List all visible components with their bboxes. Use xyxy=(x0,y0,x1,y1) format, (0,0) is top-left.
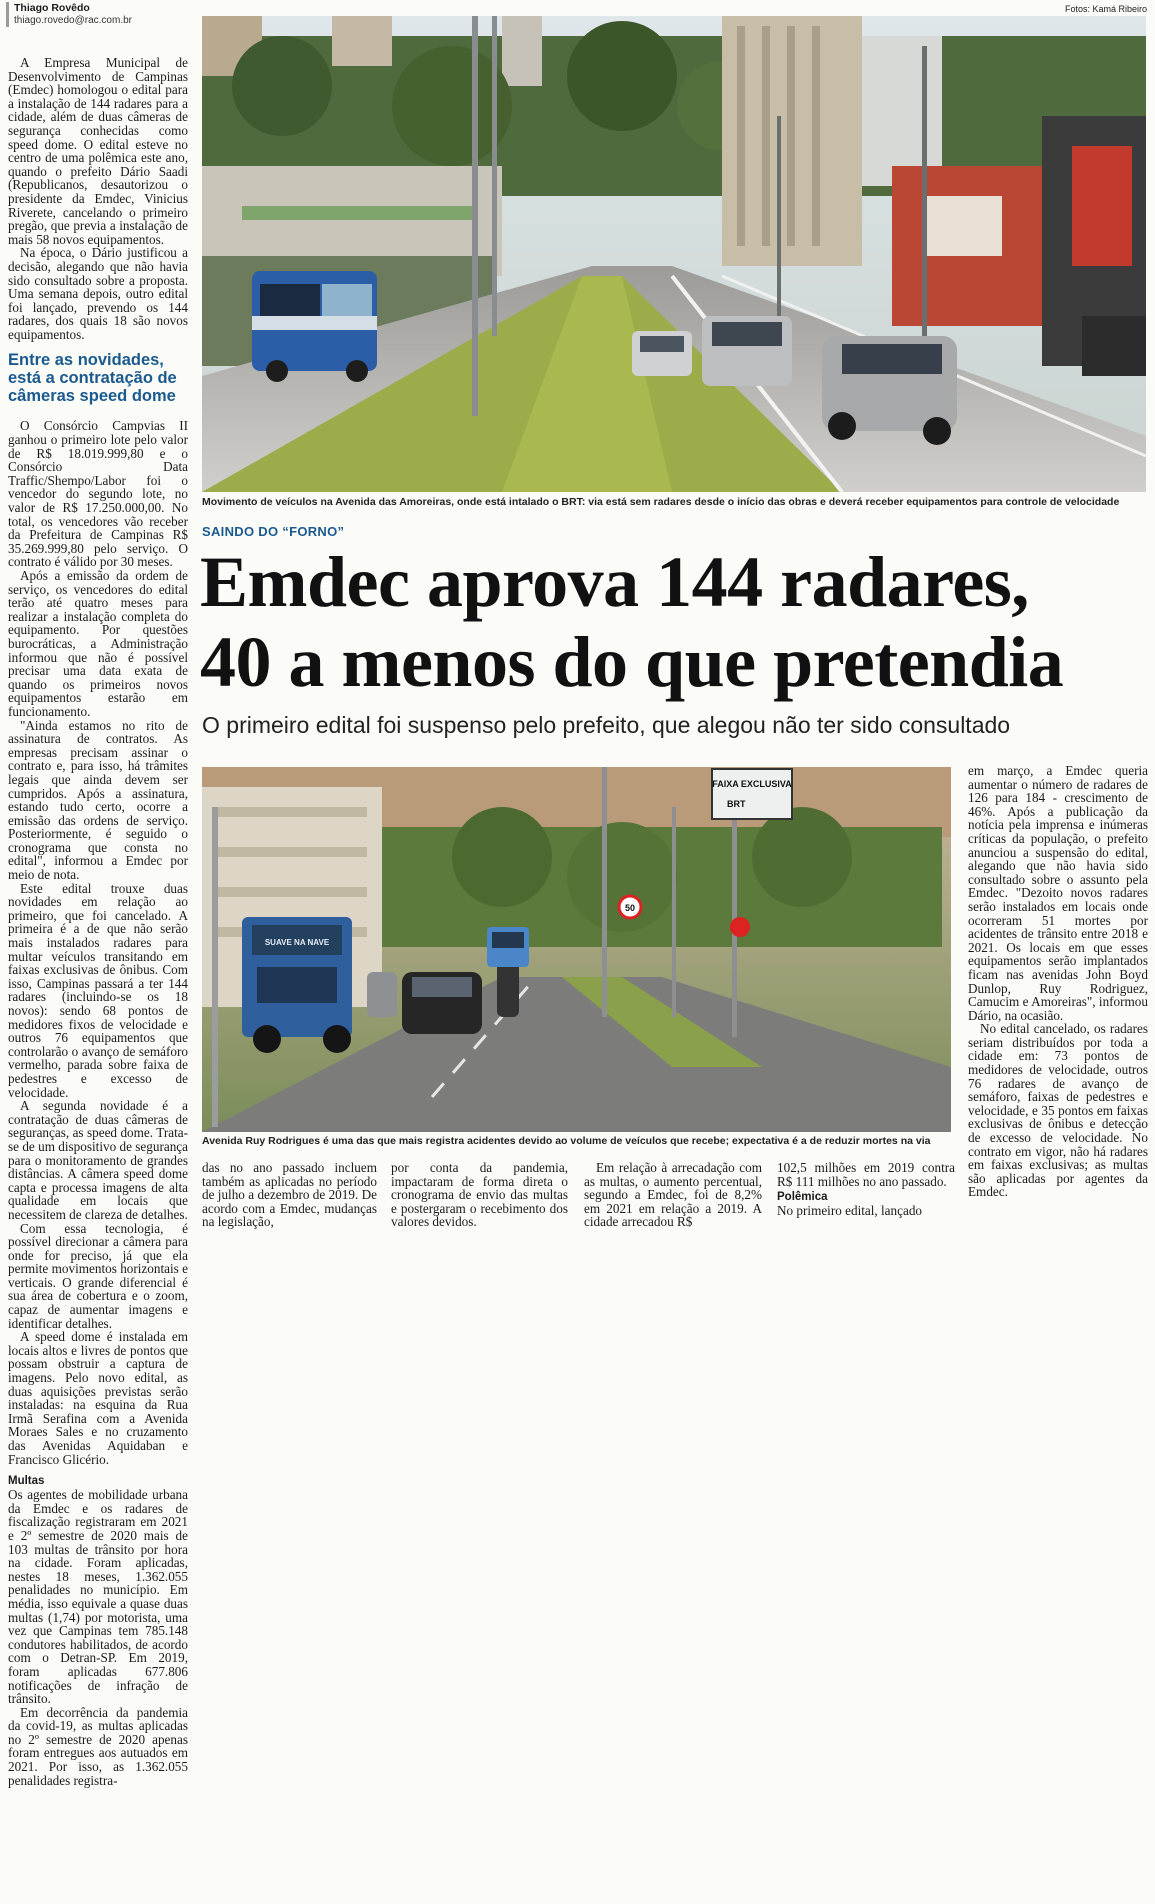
paragraph: Os agentes de mobilidade urbana da Emdec e os radares de fiscalização registraram em 2021 e 2º semestre de 2020 mais de 103 multas de trânsito por hora na cidade. Foram aplicadas, nestes 18 meses, 1.362.055 penalidades no município. Em média, isso equivale a quase duas multas (1,74) por motorista, uma vez que Campinas tem 785.148 condutores habilitados, de acordo com o Detran-SP. Em 2019, foram aplicadas 677.806 notificações de infração de trânsito. xyxy=(8,1487,188,1707)
paragraph: O Consórcio Campvias II ganhou o primeiro lote pelo valor de R$ 18.019.999,80 e o Consórcio Data Traffic/Shempo/Labor foi o vencedor do segundo lote, no valor de R$ 17.250.000,00. No total, os vencedores vão receber da Prefeitura de Campinas R$ 35.269.999,80 pelo serviço. O contrato é válido por 30 meses. xyxy=(8,418,188,570)
photo-avenida-ruy-rodrigues xyxy=(202,767,951,1132)
paragraph: por conta da pandemia, impactaram de forma direta o cronograma de envio das multas e postergaram o recebimento dos valores devidos. xyxy=(391,1161,568,1230)
body-column-4 xyxy=(584,1161,762,1261)
deck: O primeiro edital foi suspenso pelo prefeito, que alegou não ter sido consultado xyxy=(202,712,1011,738)
subheading: Entre as novidades, está a contratação de câmeras speed dome xyxy=(8,351,177,406)
photo-avenida-amoreiras xyxy=(202,16,1146,492)
paragraph: A segunda novidade é a contratação de duas câmeras de seguranças, as speed dome. Trata-se de um dispositivo de segurança para o monitoramento de grandes distâncias. A câmera speed dome capta e processa imagens de alta qualidade em locais que necessitem de clareza de detalhes. xyxy=(8,1098,188,1222)
paragraph: A speed dome é instalada em locais altos e livres de pontos que possam obstruir a captura de imagens. Pelo novo edital, as duas aquisições previstas serão instaladas: na esquina da Rua Irmã Serafina com a Avenida Moraes Sales e no cruzamento das Avenidas Aquidaban e Francisco Glicério. xyxy=(8,1329,188,1467)
caption-top: Movimento de veículos na Avenida das Amoreiras, onde está intalado o BRT: via está sem radares desde o início das obras e deverá receber equipamentos para controle de velocidade xyxy=(202,496,1120,508)
author-name: Thiago Rovêdo xyxy=(14,2,90,14)
paragraph: em março, a Emdec queria aumentar o número de radares de 126 para 184 - crescimento de 46%. Após a publicação da notícia pela imprensa e inúmeras críticas da população, o prefeito anunciou a suspensão do edital, alegando que não havia sido consultado sobre o assunto pela Emdec. "Dezoito novos radares serão instalados em locais onde ocorreram 51 mortes por acidentes de trânsito entre 2018 e 2021. Os locais em que esses equipamentos serão implantados ficam nas avenidas John Boyd Dunlop, Ruy Rodriguez, Camucim e Amoreiras", informou Dário, na ocasião. xyxy=(968,764,1148,1023)
left-column xyxy=(8,56,188,1898)
paragraph: Em decorrência da pandemia da covid-19, as multas aplicadas no 2º semestre de 2020 apenas foram entregues aos autuados em 2021. Por isso, as 1.362.055 penalidades registra- xyxy=(8,1704,188,1788)
caption-middle: Avenida Ruy Rodrigues é uma das que mais registra acidentes devido ao volume de veículos que recebe; expectativa é a de reduzir mortes na via xyxy=(202,1135,931,1147)
author-email[interactable]: thiago.rovedo@rac.com.br xyxy=(14,15,132,26)
headline-line-1: Emdec aprova 144 radares, xyxy=(200,542,1029,622)
headline-line-2: 40 a menos do que pretendia xyxy=(200,622,1064,702)
byline xyxy=(6,2,204,27)
headline xyxy=(200,542,1150,702)
paragraph: Após a emissão da ordem de serviço, os vencedores do edital terão até quatro meses para realizar a instalação completa do equipamento. Por questões burocráticas, a Administração informou que não é possível precisar uma data exata de quando os primeiros novos equipamentos estarão em funcionamento. xyxy=(8,568,188,719)
paragraph: Na época, o Dário justificou a decisão, alegando que não havia sido consultado sobre a proposta. Uma semana depois, outro edital foi lançado, prevendo os 144 radares, dos quais 18 são novos equipamentos. xyxy=(8,245,188,342)
body-column-5 xyxy=(777,1161,955,1261)
multas-heading: Multas xyxy=(8,1475,45,1488)
paragraph: das no ano passado incluem também as aplicadas no período de julho a dezembro de 2019. De acordo com a Emdec, mudanças na legislação, xyxy=(202,1161,377,1230)
paragraph: A Empresa Municipal de Desenvolvimento de Campinas (Emdec) homologou o edital para a instalação de 144 radares para a cidade, além de duas câmeras de segurança conhecidas como speed dome. O edital esteve no centro de uma polêmica este ano, quando o prefeito Dário Saadi (Republicanos, desautorizou o presidente da Emdec, Vinicius Riverete, cancelando o primeiro pregão, que previa a instalação de mais 58 novos equipamentos. xyxy=(8,56,188,247)
paragraph: Com essa tecnologia, é possível direcionar a câmera para onde for preciso, já que ela permite movimentos horizontais e verticais. O grande diferencial é sua área de cobertura e o zoom, capaz de aumentar imagens e identificar detalhes. xyxy=(8,1220,188,1331)
sign-faixa: FAIXA EXCLUSIVA xyxy=(712,779,792,789)
paragraph: No edital cancelado, os radares seriam distribuídos por toda a cidade em: 73 pontos de medidores de velocidade, outros 76 radares de avanço de semáforo, faixas de pedestres e velocidade, e 35 pontos em faixas exclusivas de ônibus e detecção de excesso de velocidade. No contrato em vigor, não há radares em faixas exclusivas; as multas são aplicadas por agentes da Emdec. xyxy=(968,1021,1148,1200)
right-column xyxy=(968,764,1148,1284)
street-photo-2 xyxy=(202,767,951,1132)
sign-brt: BRT xyxy=(727,799,746,809)
paragraph: Em relação à arrecadação com as multas, o aumento percentual, segundo a Emdec, foi de 8,2% em 2021 em relação a 2019. A cidade arrecadou R$ xyxy=(584,1161,762,1230)
truck-text: SUAVE NA NAVE xyxy=(264,938,330,947)
speed-sign: 50 xyxy=(624,903,636,913)
paragraph: No primeiro edital, lançado xyxy=(777,1203,923,1219)
body-column-3 xyxy=(391,1161,568,1261)
paragraph: "Ainda estamos no rito de assinatura de contratos. As empresas precisam assinar o contrato e, para isso, há trâmites legais que ainda devem ser cumpridos. Após a assinatura, estando tudo certo, ocorre a emissão das ordens de serviço. Posteriormente, é seguido o cronograma que consta no edital", informou a Emdec por meio de nota. xyxy=(8,717,188,883)
kicker: SAINDO DO “FORNO” xyxy=(202,524,345,539)
polemica-heading: Polêmica xyxy=(777,1191,828,1204)
paragraph: Este edital trouxe duas novidades em relação ao primeiro, que foi cancelado. A primeira é a de que não serão mais instalados radares para multar veículos transitando em faixas exclusivas de ônibus. Com isso, Campinas passará a ter 144 radares (incluindo-se os 18 novos): sendo 68 pontos de medidores fixos de velocidade e outros 76 equipamentos que controlarão o avanço de semáforo vermelho, parada sobre faixa de pedestres e excesso de velocidade. xyxy=(8,880,188,1100)
photo-credit: Fotos: Kamá Ribeiro xyxy=(1064,4,1147,14)
paragraph: 102,5 milhões em 2019 contra R$ 111 milhões no ano passado. xyxy=(777,1161,955,1189)
body-column-2 xyxy=(202,1161,377,1261)
street-photo xyxy=(202,16,1146,492)
